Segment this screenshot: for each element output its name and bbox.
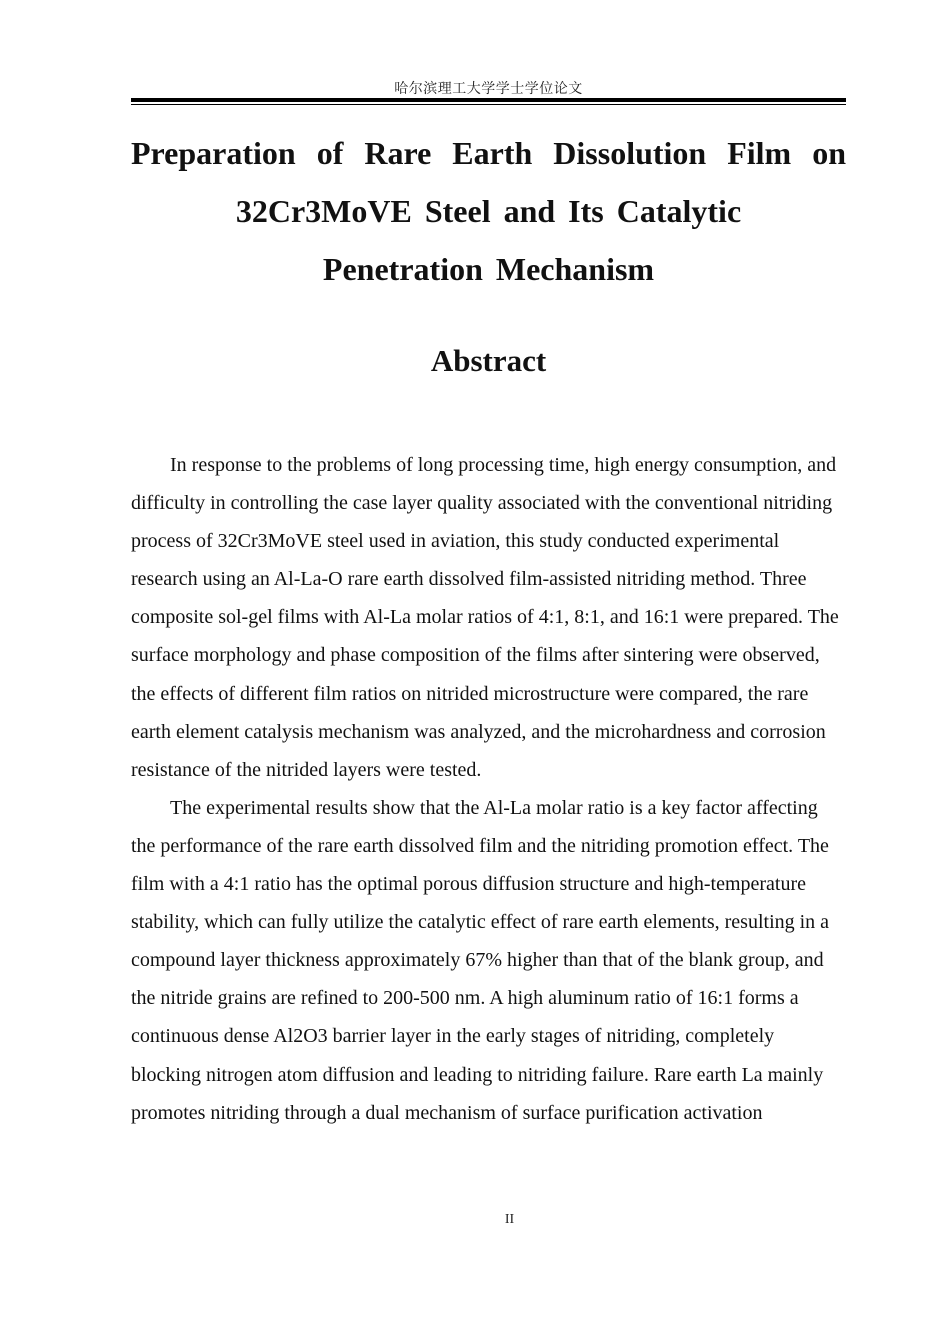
abstract-paragraph-1: In response to the problems of long processing time, high energy consumption, and difficulty in controlling the case layer quality associated with the conventional nitriding process of 32Cr3MoVE steel used in aviation, this study conducted experimental research using an Al-La-O rare earth dissolved film-assisted nitriding method. Three composite sol-gel films with Al-La molar ratios of 4:1, 8:1, and 16:1 were prepared. The surface morphology and phase composition of the films after sintering were observed, the effects of different film ratios on nitrided microstructure were compared, the rare earth element catalysis mechanism was analyzed, and the microhardness and corrosion resistance of the nitrided layers were tested. [131,454,839,781]
abstract-body [131,446,843,1132]
thesis-title [131,124,846,298]
abstract-heading: Abstract [430,343,547,378]
title-line-3: Penetration Mechanism [322,251,655,287]
header-rule-thick [131,98,846,102]
running-header: 哈尔滨理工大学学士学位论文 [394,81,583,97]
header-rule-thin [131,104,846,105]
abstract-paragraph-2: The experimental results show that the Al-La molar ratio is a key factor affecting the performance of the rare earth dissolved film and the nitriding promotion effect. The film with a 4:1 ratio has the optimal porous diffusion structure and high-temperature stability, which can fully utilize the catalytic effect of rare earth elements, resulting in a compound layer thickness approximately 67% higher than that of the blank group, and the nitride grains are refined to 200-500 nm. A high aluminum ratio of 16:1 forms a continuous dense Al2O3 barrier layer in the early stages of nitriding, completely blocking nitrogen atom diffusion and leading to nitriding failure. Rare earth La mainly promotes nitriding through a dual mechanism of surface purification activation [131,796,830,1124]
title-line-1: Preparation of Rare Earth Dissolution Film on [131,135,846,171]
title-line-2: 32Cr3MoVE Steel and Its Catalytic [235,193,742,229]
page-number: II [504,1212,515,1227]
